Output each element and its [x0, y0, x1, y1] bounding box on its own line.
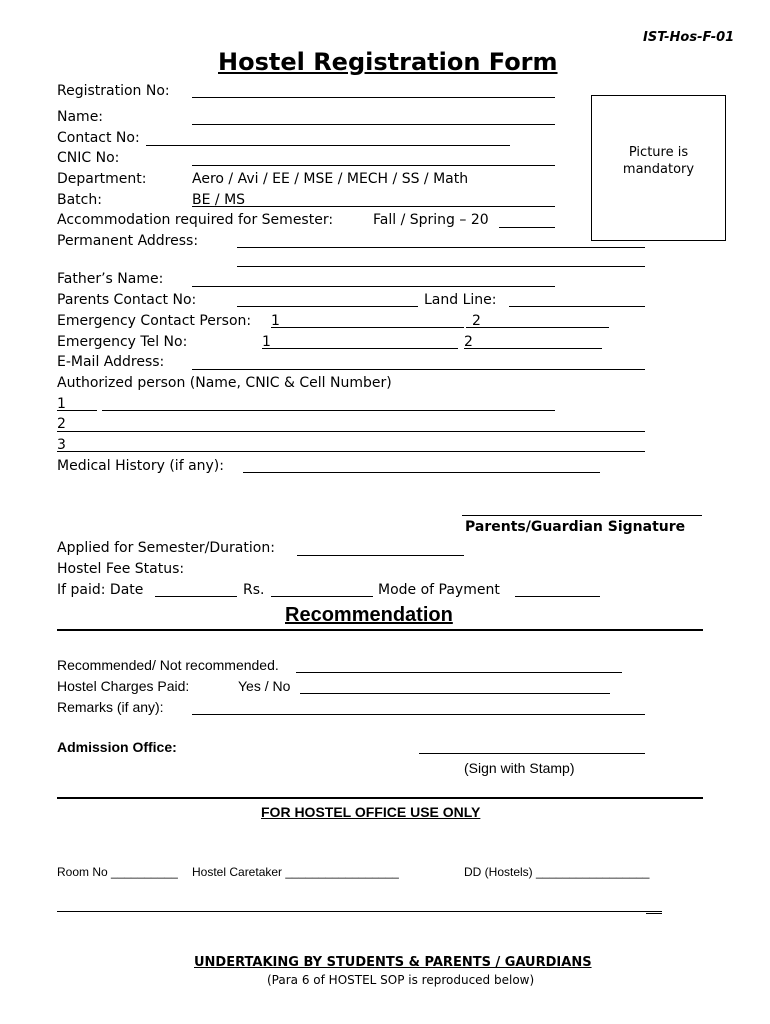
admission-office-label: Admission Office:: [57, 739, 177, 755]
mode-of-payment-label: Mode of Payment: [378, 582, 500, 598]
email-field[interactable]: [192, 369, 645, 370]
semester-options[interactable]: Fall / Spring – 20: [373, 212, 489, 228]
authorized-person-label: Authorized person (Name, CNIC & Cell Number): [57, 375, 392, 391]
if-paid-label: If paid: Date: [57, 582, 144, 598]
batch-field[interactable]: [192, 206, 555, 207]
authorized-field-1b[interactable]: [102, 410, 555, 411]
hostel-charges-field[interactable]: [300, 693, 610, 694]
remarks-label: Remarks (if any):: [57, 699, 164, 715]
emergency-tel-num-1: 1: [262, 334, 271, 350]
semester-year-field[interactable]: [499, 227, 555, 228]
authorized-field-1a[interactable]: [57, 410, 97, 411]
batch-options[interactable]: BE / MS: [192, 192, 246, 208]
admission-signature-line[interactable]: [419, 753, 645, 754]
photo-box-text-1: Picture is: [628, 145, 689, 160]
date-field[interactable]: [155, 596, 237, 597]
applied-semester-label: Applied for Semester/Duration:: [57, 540, 275, 556]
emergency-person-field-1[interactable]: [271, 327, 464, 328]
registration-no-label: Registration No:: [57, 83, 170, 99]
office-rule-bottom-tail: [646, 913, 662, 914]
dd-hostels-field[interactable]: DD (Hostels) _________________: [464, 865, 650, 879]
office-rule-bottom: [57, 911, 662, 912]
authorized-num-3: 3: [57, 437, 66, 453]
emergency-person-label: Emergency Contact Person:: [57, 313, 252, 329]
permanent-address-field-2[interactable]: [237, 266, 645, 267]
office-use-heading: FOR HOSTEL OFFICE USE ONLY: [261, 804, 481, 820]
cnic-no-field[interactable]: [192, 165, 555, 166]
mode-of-payment-field[interactable]: [515, 596, 600, 597]
permanent-address-field-1[interactable]: [237, 247, 645, 248]
cnic-no-label: CNIC No:: [57, 150, 120, 166]
land-line-label: Land Line:: [424, 292, 497, 308]
authorized-field-3[interactable]: [57, 451, 645, 452]
medical-history-field[interactable]: [243, 472, 600, 473]
fathers-name-field[interactable]: [192, 286, 555, 287]
room-no-field[interactable]: Room No __________: [57, 865, 178, 879]
rs-field[interactable]: [271, 596, 373, 597]
recommended-label: Recommended/ Not recommended.: [57, 657, 279, 673]
signature-line[interactable]: [462, 515, 702, 516]
authorized-field-2[interactable]: [57, 431, 645, 432]
name-field[interactable]: [192, 124, 555, 125]
emergency-tel-field-1[interactable]: [262, 348, 458, 349]
office-rule-top: [57, 797, 703, 799]
authorized-num-1: 1: [57, 396, 66, 412]
permanent-address-label: Permanent Address:: [57, 233, 199, 249]
emergency-tel-num-2: 2: [464, 334, 473, 350]
form-code: IST-Hos-F-01: [643, 30, 735, 45]
land-line-field[interactable]: [509, 306, 645, 307]
emergency-person-num-1: 1: [271, 313, 280, 329]
medical-history-label: Medical History (if any):: [57, 458, 224, 474]
rs-label: Rs.: [243, 582, 265, 598]
page-title: Hostel Registration Form: [218, 48, 558, 76]
remarks-field[interactable]: [192, 714, 645, 715]
signature-label: Parents/Guardian Signature: [465, 519, 686, 535]
parents-contact-field[interactable]: [237, 306, 418, 307]
department-options[interactable]: Aero / Avi / EE / MSE / MECH / SS / Math: [192, 171, 469, 187]
recommended-field[interactable]: [296, 672, 622, 673]
recommendation-rule: [57, 629, 703, 631]
contact-no-field[interactable]: [146, 145, 510, 146]
hostel-charges-label: Hostel Charges Paid:: [57, 678, 190, 694]
accommodation-label: Accommodation required for Semester:: [57, 212, 334, 228]
fee-status-label: Hostel Fee Status:: [57, 561, 185, 577]
parents-contact-label: Parents Contact No:: [57, 292, 197, 308]
sign-with-stamp-label: (Sign with Stamp): [464, 760, 575, 776]
photo-box[interactable]: [591, 95, 726, 241]
hostel-caretaker-field[interactable]: Hostel Caretaker _________________: [192, 865, 399, 879]
yes-no-options[interactable]: Yes / No: [238, 678, 291, 694]
emergency-person-field-2[interactable]: [466, 327, 609, 328]
registration-no-field[interactable]: [192, 97, 555, 98]
emergency-tel-field-2[interactable]: [464, 348, 602, 349]
emergency-person-num-2: 2: [472, 313, 481, 329]
contact-no-label: Contact No:: [57, 130, 140, 146]
fathers-name-label: Father’s Name:: [57, 271, 164, 287]
emergency-tel-label: Emergency Tel No:: [57, 334, 188, 350]
undertaking-heading: UNDERTAKING BY STUDENTS & PARENTS / GAURDIANS: [194, 955, 592, 970]
recommendation-heading: Recommendation: [285, 604, 453, 626]
email-label: E-Mail Address:: [57, 354, 165, 370]
batch-label: Batch:: [57, 192, 102, 208]
department-label: Department:: [57, 171, 147, 187]
applied-semester-field[interactable]: [297, 555, 464, 556]
photo-box-text-2: mandatory: [622, 162, 695, 177]
undertaking-subheading: (Para 6 of HOSTEL SOP is reproduced below): [267, 973, 535, 987]
authorized-num-2: 2: [57, 416, 66, 432]
name-label: Name:: [57, 109, 104, 125]
